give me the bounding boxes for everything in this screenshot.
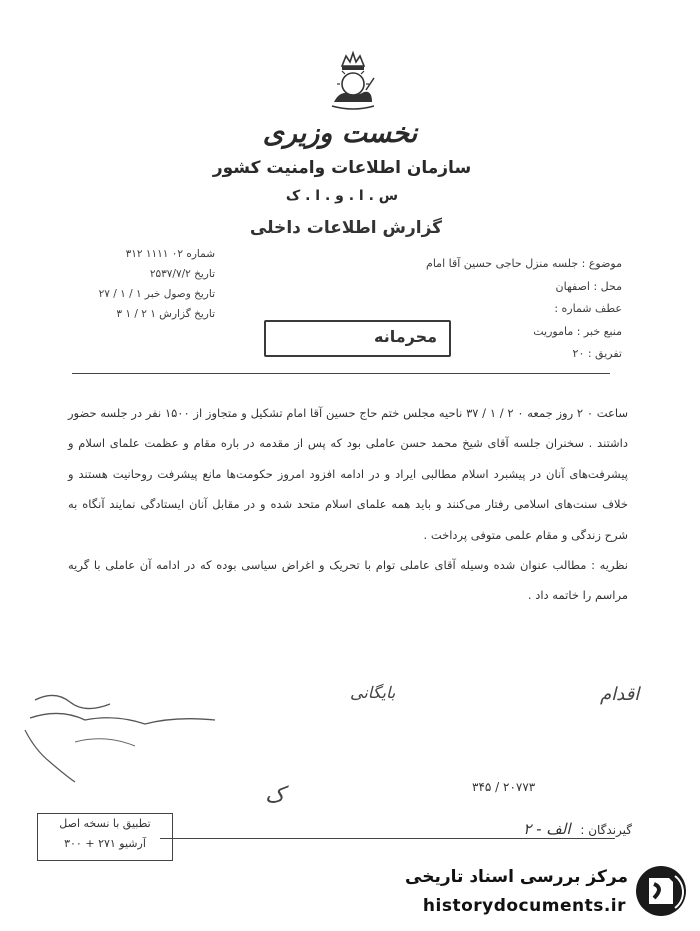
brand-url: historydocuments.ir: [422, 896, 626, 916]
confidential-stamp-text: محرمانه: [373, 327, 437, 346]
header-divider: [72, 373, 610, 374]
header-organization: سازمان اطلاعات وامنیت کشور: [212, 158, 472, 178]
archive-stamp-line: آرشیو ۲۷۱ + ۳۰۰: [64, 837, 146, 850]
brand-title: مرکز بررسی اسناد تاریخی: [405, 867, 628, 887]
confidential-stamp: [264, 320, 451, 357]
meta-location: محل : اصفهان: [555, 279, 622, 293]
archive-stamp: [37, 813, 173, 861]
body-paragraph: ساعت ۰ ۲ روز جمعه ۰ ۲ / ۱ / ۳۷ ناحیه مجلس ختم حاج حسین آقا امام تشکیل و متجاوز از ۱۵۰۰ نفر در جلسه حضور داشتند . سخنران جلسه آقای شیخ محمد حسن عاملی بود که پس از مقدمه در باره مقام و عظمت علمای اسلام و پیشرفت‌های آنان در پیشبرد اسلام مطالبی ایراد و در ادامه افزود امروز حکومت‌ها مانع پیشرفت روحانیت هستند و خلاف سنت‌های اسلامی رفتار می‌کنند و باید همه علمای اسلام متحد شده و در مقابل آنان ایستادگی نمایند آنگاه به شرح زندگی و مقام علمی متوفی پرداخت .: [68, 406, 629, 542]
meta-date: تاریخ ۲۵۳۷/۷/۲: [149, 268, 215, 280]
handwritten-margin-note-icon: [15, 690, 225, 785]
handwritten-note: بایگانی: [350, 683, 396, 702]
handwritten-note: اقدام: [600, 684, 640, 705]
recipients: [523, 820, 632, 838]
meta-number: شماره ۰۲ ۱۱۱۱ ۳۱۲: [125, 248, 215, 260]
left-meta-block: [30, 244, 215, 324]
archive-stamp-line: تطبیق با نسخه اصل: [59, 817, 151, 830]
watermark-branding: [394, 858, 694, 928]
meta-reference: عطف شماره :: [554, 302, 622, 316]
recipients-value: الف - ۲: [523, 820, 571, 838]
header-abbreviation: س . ا . و . ا . ک: [285, 188, 399, 204]
meta-source: منبع خبر : ماموریت: [533, 324, 622, 338]
body-paragraph: نظریه : مطالب عنوان شده وسیله آقای عاملی توام با تحریک و اغراض سیاسی بوده که در ادامه آن عاملی با گریه مراسم را خاتمه داد .: [68, 558, 628, 603]
meta-evaluation: تفریق : ۲۰: [572, 347, 622, 361]
header-title: نخست وزیری: [262, 118, 418, 149]
lion-and-sun-emblem-icon: [328, 50, 378, 112]
document-number: ۳۴۵ / ۲۰۷۷۳: [472, 780, 536, 794]
header-report-type: گزارش اطلاعات داخلی: [249, 218, 443, 238]
report-body: [68, 398, 628, 611]
recipients-label: گیرندگان :: [580, 823, 632, 837]
meta-received-date: تاریخ وصول خبر ۱ / ۱ / ۲۷: [98, 288, 215, 300]
meta-report-date: تاریخ گزارش ۱ ۲ / ۱ ۳: [116, 308, 215, 320]
meta-subject: موضوع : جلسه منزل حاجی حسین آقا امام: [426, 257, 622, 270]
document-logo-icon: [634, 864, 688, 918]
footer-divider: [160, 838, 615, 839]
handwritten-signature: ک: [265, 783, 285, 808]
